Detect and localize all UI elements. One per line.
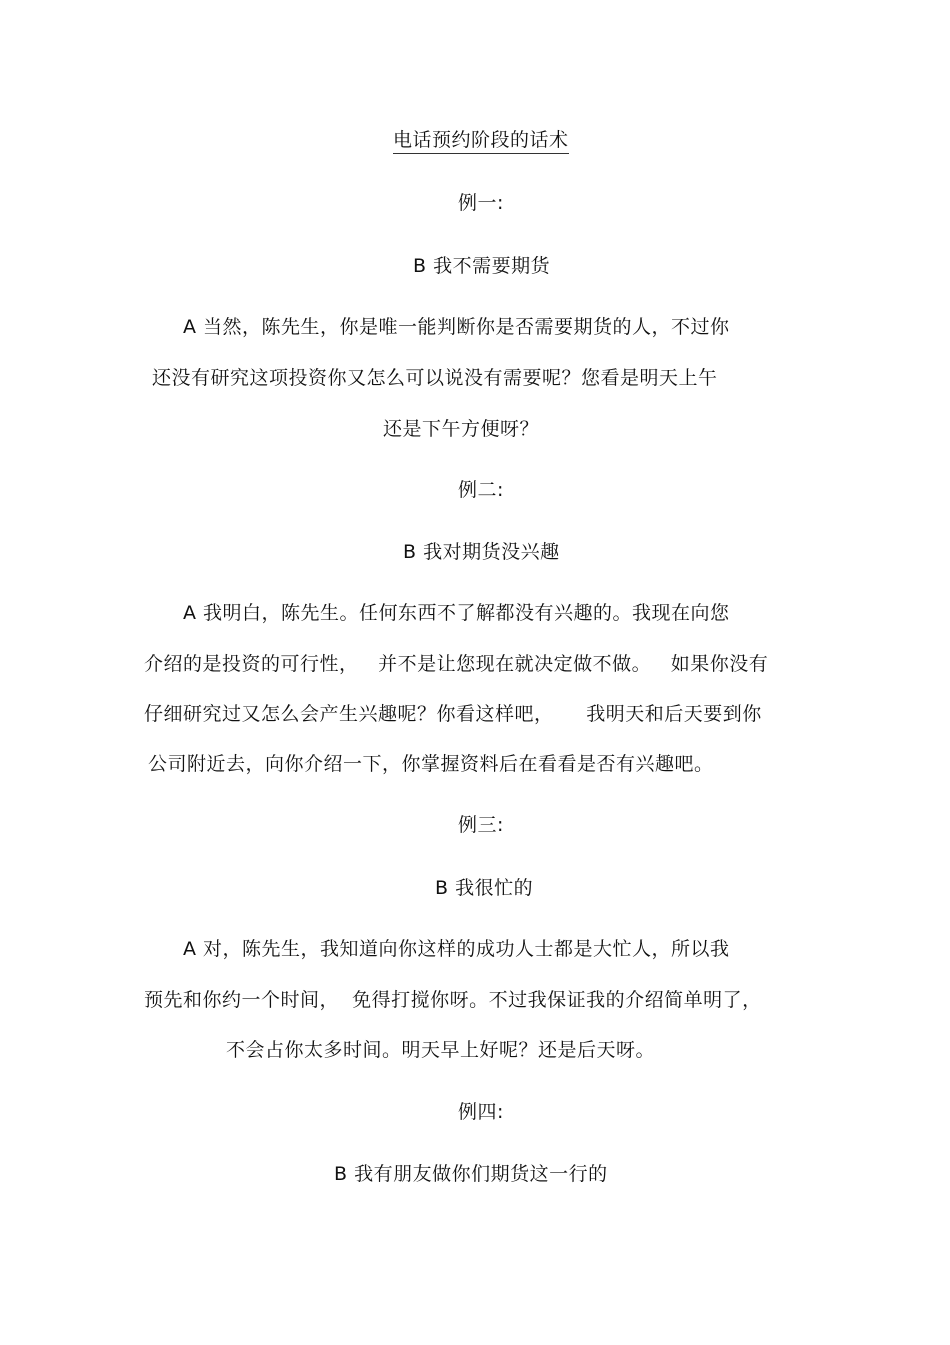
- response-line: 介绍的是投资的可行性， 并不是让您现在就决定做不做。 如果你没有: [144, 653, 769, 675]
- page-title: 电话预约阶段的话术: [393, 128, 569, 154]
- objection-line: B 我很忙的: [435, 877, 534, 899]
- response-line: 预先和你约一个时间， 免得打搅你呀。不过我保证我的介绍简单明了，: [144, 989, 762, 1011]
- response-line: A 当然，陈先生，你是唯一能判断你是否需要期货的人，不过你: [183, 316, 730, 338]
- example-heading: 例四:: [458, 1101, 504, 1123]
- example-heading: 例一:: [458, 192, 504, 214]
- example-heading: 例二:: [458, 479, 504, 501]
- response-line: A 我明白，陈先生。任何东西不了解都没有兴趣的。我现在向您: [183, 602, 730, 624]
- response-line: 还没有研究这项投资你又怎么可以说没有需要呢？您看是明天上午: [152, 367, 718, 389]
- example-heading: 例三:: [458, 814, 504, 836]
- objection-line: B 我对期货没兴趣: [403, 541, 560, 563]
- response-line: 还是下午方便呀？: [383, 418, 540, 440]
- objection-line: B 我不需要期货: [413, 255, 551, 277]
- response-line: 不会占你太多时间。明天早上好呢？还是后天呀。: [226, 1039, 656, 1061]
- response-line: A 对，陈先生，我知道向你这样的成功人士都是大忙人，所以我: [183, 938, 730, 960]
- response-line: 公司附近去，向你介绍一下，你掌握资料后在看看是否有兴趣吧。: [148, 753, 714, 775]
- objection-line: B 我有朋友做你们期货这一行的: [334, 1163, 608, 1185]
- response-line: 仔细研究过又怎么会产生兴趣呢？你看这样吧， 我明天和后天要到你: [144, 703, 762, 725]
